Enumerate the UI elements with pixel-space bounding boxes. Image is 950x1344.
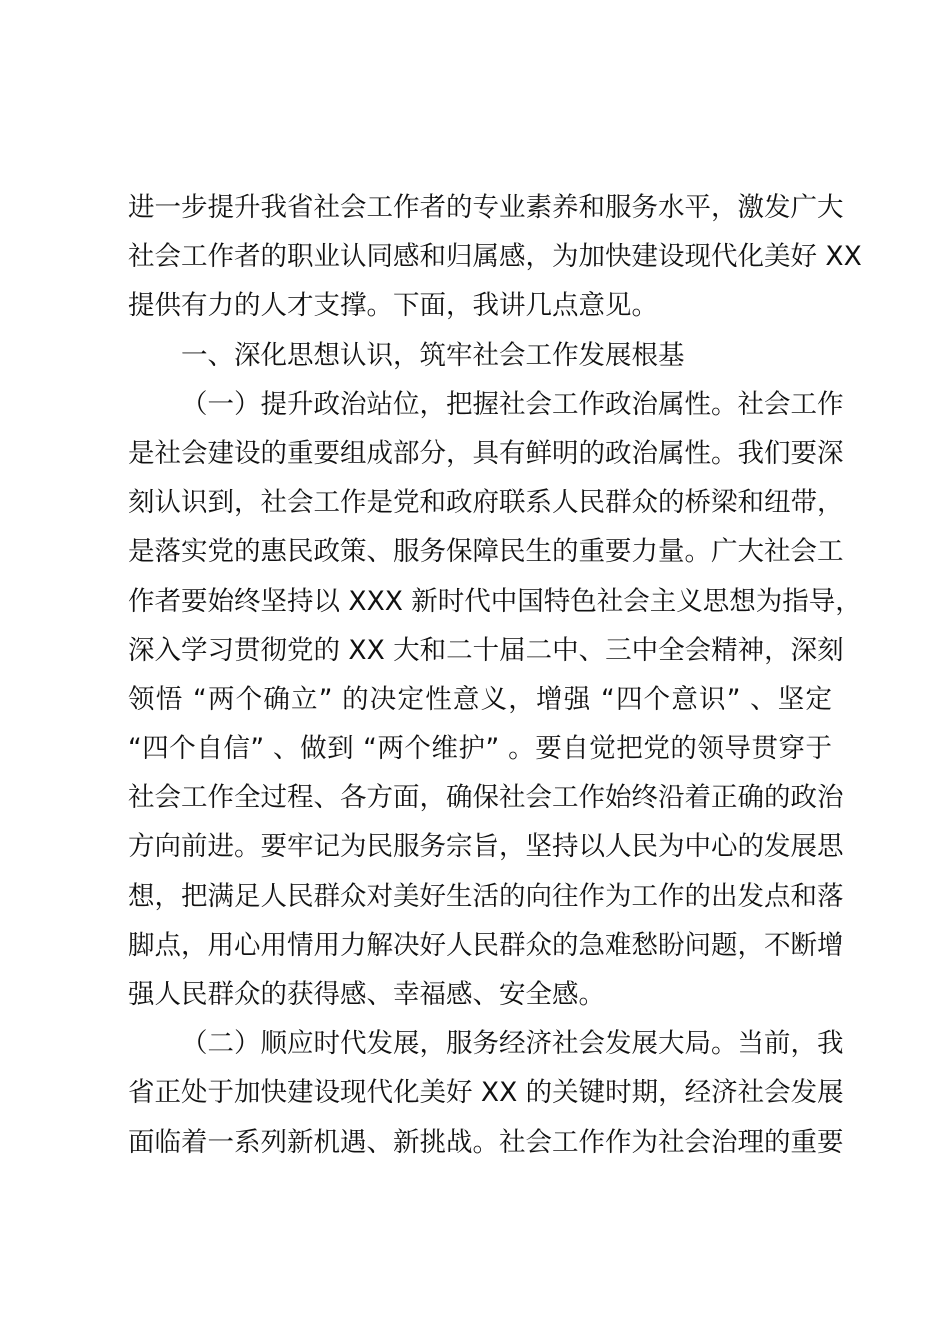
section-heading: 一、深化思想认识，筑牢社会工作发展根基	[181, 339, 685, 371]
paragraph-line: 是落实党的惠民政策、服务保障民生的重要力量。广大社会工	[128, 536, 844, 568]
paragraph-line: 是社会建设的重要组成部分，具有鲜明的政治属性。我们要深	[128, 437, 844, 469]
paragraph-line: 领悟 “两个确立” 的决定性意义，增强 “四个意识” 、坚定	[128, 683, 832, 715]
subsection-heading-line: （二）顺应时代发展，服务经济社会发展大局。当前，我	[181, 1028, 844, 1060]
subsection-heading-line: （一）提升政治站位，把握社会工作政治属性。社会工作	[181, 388, 844, 420]
paragraph-line: 提供有力的人才支撑。下面，我讲几点意见。	[128, 290, 658, 322]
paragraph-line: 作者要始终坚持以 XXX 新时代中国特色社会主义思想为指导，	[128, 585, 862, 617]
paragraph-line: 社会工作者的职业认同感和归属感，为加快建设现代化美好 XX	[128, 241, 862, 273]
paragraph-line: 社会工作全过程、各方面，确保社会工作始终沿着正确的政治	[128, 782, 844, 814]
paragraph-line: “四个自信” 、做到 “两个维护” 。要自觉把党的领导贯穿于	[128, 733, 832, 765]
paragraph-line: 想，把满足人民群众对美好生活的向往作为工作的出发点和落	[128, 880, 844, 912]
paragraph-line: 省正处于加快建设现代化美好 XX 的关键时期，经济社会发展	[128, 1077, 844, 1109]
paragraph-line: 方向前进。要牢记为民服务宗旨，坚持以人民为中心的发展思	[128, 831, 844, 863]
paragraph-line: 进一步提升我省社会工作者的专业素养和服务水平，激发广大	[128, 192, 844, 223]
paragraph-line: 面临着一系列新机遇、新挑战。社会工作作为社会治理的重要	[128, 1126, 844, 1158]
paragraph-line: 强人民群众的获得感、幸福感、安全感。	[128, 979, 605, 1010]
document-body	[128, 183, 862, 1167]
paragraph-line: 脚点，用心用情用力解决好人民群众的急难愁盼问题，不断增	[128, 929, 844, 961]
paragraph-line: 深入学习贯彻党的 XX 大和二十届二中、三中全会精神，深刻	[128, 634, 844, 666]
paragraph-line: 刻认识到，社会工作是党和政府联系人民群众的桥梁和纽带，	[128, 487, 844, 519]
